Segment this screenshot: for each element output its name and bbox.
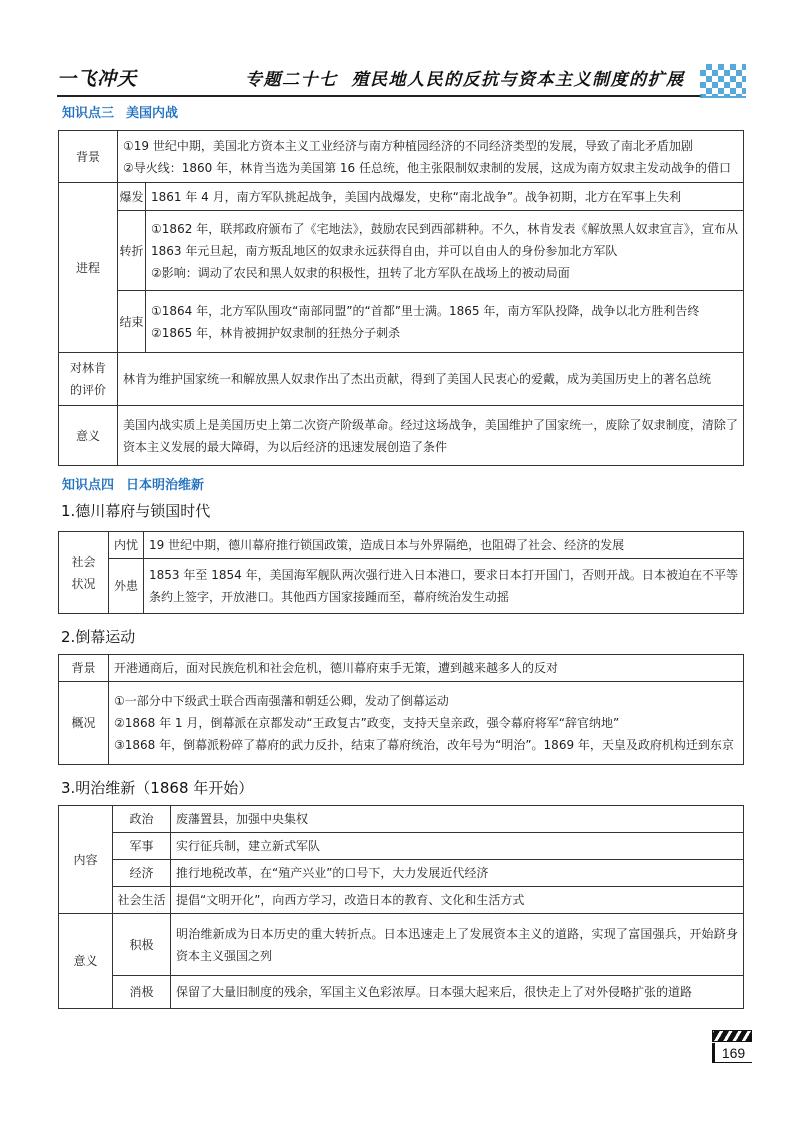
social-situation-label: [59, 532, 109, 614]
social-life-content: 提倡“文明开化”，向西方学习，改造日本的教育、文化和生活方式: [171, 887, 744, 914]
section4-label: 知识点四: [62, 478, 115, 493]
page-number-decoration: [712, 1030, 752, 1042]
evaluation-label-line: 的评价: [69, 383, 106, 397]
checker-decoration: [700, 64, 746, 98]
section4-heading: [57, 476, 745, 496]
topic-number: 专题二十七: [245, 70, 338, 90]
us-civil-war-table: [58, 130, 744, 466]
evaluation-row: [59, 353, 744, 406]
internal-troubles-row: [59, 532, 744, 559]
overview-item: ②1868 年 1 月，倒幕派在京都发动“王政复古”政变，支持天皇亲政，强令幕府将军“辞官纳地”: [114, 716, 620, 730]
external-threats-row: [59, 559, 744, 614]
evaluation-label: [59, 353, 118, 406]
overthrow-overview-row: [59, 682, 744, 765]
stage-content-end: [146, 291, 744, 353]
stage-content-outbreak: [146, 183, 744, 211]
part1-title: 1.德川幕府与锁国时代: [61, 502, 211, 520]
economy-content: 推行地税改革，在“殖产兴业”的口号下，大力发展近代经济: [171, 860, 744, 887]
military-label: 军事: [113, 833, 171, 860]
section3-label: 知识点三: [62, 106, 115, 121]
background-item: ①19 世纪中期，美国北方资本主义工业经济与南方种植园经济的不同经济类型的发展，导致了南北矛盾加剧: [123, 138, 693, 153]
stage-content-turning: [146, 211, 744, 291]
overthrow-background-row: [59, 655, 744, 682]
negative-content: 保留了大量旧制度的残余，军国主义色彩浓厚。日本强大起来后，很快走上了对外侵略扩张的道路: [171, 976, 744, 1009]
overthrow-background-content: 开港通商后，面对民族危机和社会危机，德川幕府束手无策，遭到越来越多人的反对: [109, 655, 744, 682]
background-label: 背景: [59, 131, 118, 183]
content-row-economy: [59, 860, 744, 887]
page-number: 169: [712, 1043, 752, 1063]
military-content: 实行征兵制，建立新式军队: [171, 833, 744, 860]
section3-heading: [57, 104, 745, 124]
evaluation-content: 林肯为维护国家统一和解放黑人奴隶作出了杰出贡献，得到了美国人民衷心的爱戴，成为美国历史上的著名总统: [118, 353, 744, 406]
part3-title: 3.明治维新（1868 年开始）: [61, 779, 254, 797]
overthrow-overview-content: [109, 682, 744, 765]
overview-item: ①一部分中下级武士联合西南强藩和朝廷公卿，发动了倒幕运动: [114, 694, 449, 708]
internal-troubles-content: 19 世纪中期，德川幕府推行锁国政策，造成日本与外界隔绝，也阻碍了社会、经济的发展: [144, 532, 744, 559]
economy-label: 经济: [113, 860, 171, 887]
series-logo: 一飞冲天: [57, 68, 138, 90]
background-row: [59, 131, 744, 183]
topic-title: [245, 68, 685, 92]
negative-label: 消极: [113, 976, 171, 1009]
process-row-end: [59, 291, 744, 353]
stage-item: ②影响：调动了农民和黑人奴隶的积极性，扭转了北方军队在战场上的被动局面: [151, 265, 570, 280]
content-row-politics: [59, 806, 744, 833]
stage-item: ①1862 年，联邦政府颁布了《宅地法》，鼓励农民到西部耕种。不久，林肯发表《解放黑人奴隶宣言》，宣布从 1863 年元旦起，南方叛乱地区的奴隶永远获得自由，并可以自由人的身份参加北方军队: [151, 221, 738, 258]
process-row-turning: [59, 211, 744, 291]
positive-label: 积极: [113, 914, 171, 976]
social-situation-label-line: 状况: [71, 576, 96, 591]
social-life-label: 社会生活: [113, 887, 171, 914]
significance-row: [59, 406, 744, 466]
stage-item: ①1864 年，北方军队围攻“南部同盟”的“首都”里士满。1865 年，南方军队投降，战争以北方胜利告终: [151, 303, 700, 318]
politics-content: 废藩置县，加强中央集权: [171, 806, 744, 833]
section3-title: 美国内战: [126, 106, 179, 121]
background-content: [118, 131, 744, 183]
stage-label-end: 结束: [118, 291, 146, 353]
overthrow-shogunate-table: [58, 654, 744, 765]
overthrow-background-label: 背景: [59, 655, 109, 682]
topic-name: 殖民地人民的反抗与资本主义制度的扩展: [351, 70, 685, 90]
content-label: 内容: [59, 806, 113, 914]
content-row-military: [59, 833, 744, 860]
meiji-significance-label: 意义: [59, 914, 113, 1009]
tokugawa-table: [58, 531, 744, 614]
section4-title: 日本明治维新: [126, 478, 205, 493]
internal-troubles-label: 内忧: [109, 532, 144, 559]
page-content: [57, 104, 745, 1009]
stage-item: 1861 年 4 月，南方军队挑起战争，美国内战爆发，史称“南北战争”。战争初期，北方在军事上失利: [151, 189, 682, 204]
content-row-social-life: [59, 887, 744, 914]
social-situation-label-line: 社会: [71, 554, 96, 569]
stage-item: ②1865 年，林肯被拥护奴隶制的狂热分子刺杀: [151, 325, 401, 340]
overthrow-overview-label: 概况: [59, 682, 109, 765]
stage-label-turning: 转折: [118, 211, 146, 291]
significance-row-negative: [59, 976, 744, 1009]
stage-label-outbreak: 爆发: [118, 183, 146, 211]
header-rule: [57, 95, 702, 97]
background-item: ②导火线：1860 年，林肯当选为美国第 16 任总统，他主张限制奴隶制的发展，这成为南方奴隶主发动战争的借口: [123, 160, 732, 175]
positive-content: 明治维新成为日本历史的重大转折点。日本迅速走上了发展资本主义的道路，实现了富国强兵，开始跻身资本主义强国之列: [171, 914, 744, 976]
significance-label: 意义: [59, 406, 118, 466]
page-header: [57, 60, 747, 100]
process-row-outbreak: [59, 183, 744, 211]
part2-title: 2.倒幕运动: [61, 628, 136, 646]
process-label: 进程: [59, 183, 118, 353]
evaluation-label-line: 对林肯: [69, 361, 106, 375]
significance-content: 美国内战实质上是美国历史上第二次资产阶级革命。经过这场战争，美国维护了国家统一，废除了奴隶制度，清除了资本主义发展的最大障碍，为以后经济的迅速发展创造了条件: [118, 406, 744, 466]
overview-item: ③1868 年，倒幕派粉碎了幕府的武力反扑，结束了幕府统治，改年号为“明治”。1869 年，天皇及政府机构迁到东京: [114, 738, 734, 752]
politics-label: 政治: [113, 806, 171, 833]
external-threats-label: 外患: [109, 559, 144, 614]
significance-row-positive: [59, 914, 744, 976]
meiji-restoration-table: [58, 805, 744, 1009]
external-threats-content: 1853 年至 1854 年，美国海军舰队两次强行进入日本港口，要求日本打开国门，否则开战。日本被迫在不平等条约上签字，开放港口。其他西方国家接踵而至，幕府统治发生动摇: [144, 559, 744, 614]
